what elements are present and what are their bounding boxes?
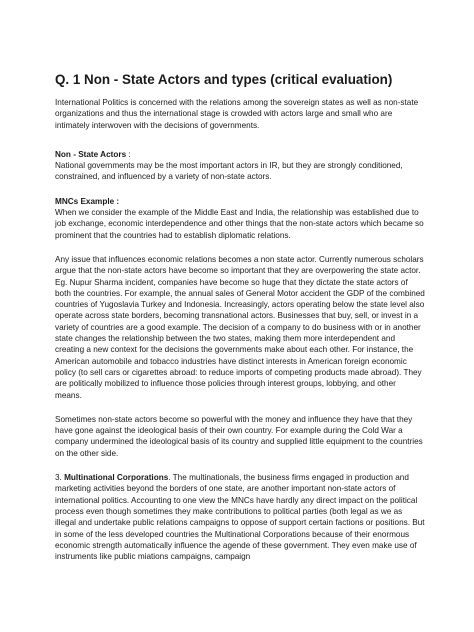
intro-paragraph: International Politics is concerned with the relations among the sovereign states as well as non-state organizations and thus the international stage is crowded with actors large and small who are intimately interwoven with the decisions of governments. xyxy=(55,98,419,130)
page-title: Q. 1 Non - State Actors and types (critical evaluation) xyxy=(55,72,393,87)
document-content xyxy=(55,72,425,575)
influence-paragraph: Any issue that influences economic relations becomes a non state actor. Currently numerous scholars argue that the non-state actors have become so important that they are overpowering the state actor. Eg. Nupur Sharma incident, companies have become so huge that they dictate the state actors of both the countries. For example, the annual sales of General Motor accident the GDP of the combined countries of Yugoslavia Turkey and Indonesia. Increasingly, actors operating below the state level also operate across state borders, becoming transnational actors. Businesses that buy, sell, or invest in a variety of countries are a good example. The decision of a company to do business with or in another state changes the relationship between the two states, making them more interdependent and creating a new context for the decisions the governments make about each other. For instance, the American automobile and tobacco industries have distinct interests in American foreign economic policy (to sell cars or cigarettes abroad: to reduce imports of competing products made abroad). They are politically mobilized to influence those policies through interest groups, lobbying, and other means. xyxy=(55,254,425,400)
multinational-corporations-paragraph xyxy=(55,472,425,562)
section-number: 3. xyxy=(55,473,65,483)
mncs-example-section xyxy=(55,196,425,241)
non-state-actors-text: National governments may be the most important actors in IR, but they are strongly conditioned, constrained, and influenced by a variety of non-state actors. xyxy=(55,161,403,182)
heading-colon: : xyxy=(126,149,131,159)
non-state-actors-heading: Non - State Actors xyxy=(55,149,127,159)
multinational-corporations-text: . The multinationals, the business firms engaged in production and marketing activities beyond the borders of one state, are another important non-state actors of international politics. Accounting to one view the MNCs have hardly any direct impact on the political process even though sometimes they make contributions to political parties (both legal as we as illegal and undertake public relations campaigns to oppose of support certain factions or positions. But in some of the less developed countries the Multinational Corporations because of their enormous economic strength automatically influence the agende of these government. They even make use of instruments like public miations campaigns, campaign xyxy=(55,473,425,562)
multinational-corporations-heading: Multinational Corporations xyxy=(64,473,169,483)
mncs-example-text: When we consider the example of the Middle East and India, the relationship was established due to job exchange, economic interdependence and other things that the non-state actors which became so prominent that the countries had to establish diplomatic relations. xyxy=(55,208,424,240)
mncs-example-heading: MNCs Example : xyxy=(55,196,120,206)
non-state-actors-section xyxy=(55,149,425,183)
powerful-actors-paragraph: Sometimes non-state actors become so powerful with the money and influence they have that they have gone against the ideological basis of their own country. For example during the Cold War a company undermined the ideological basis of its country and supplied little equipment to the countries on the other side. xyxy=(55,414,423,458)
